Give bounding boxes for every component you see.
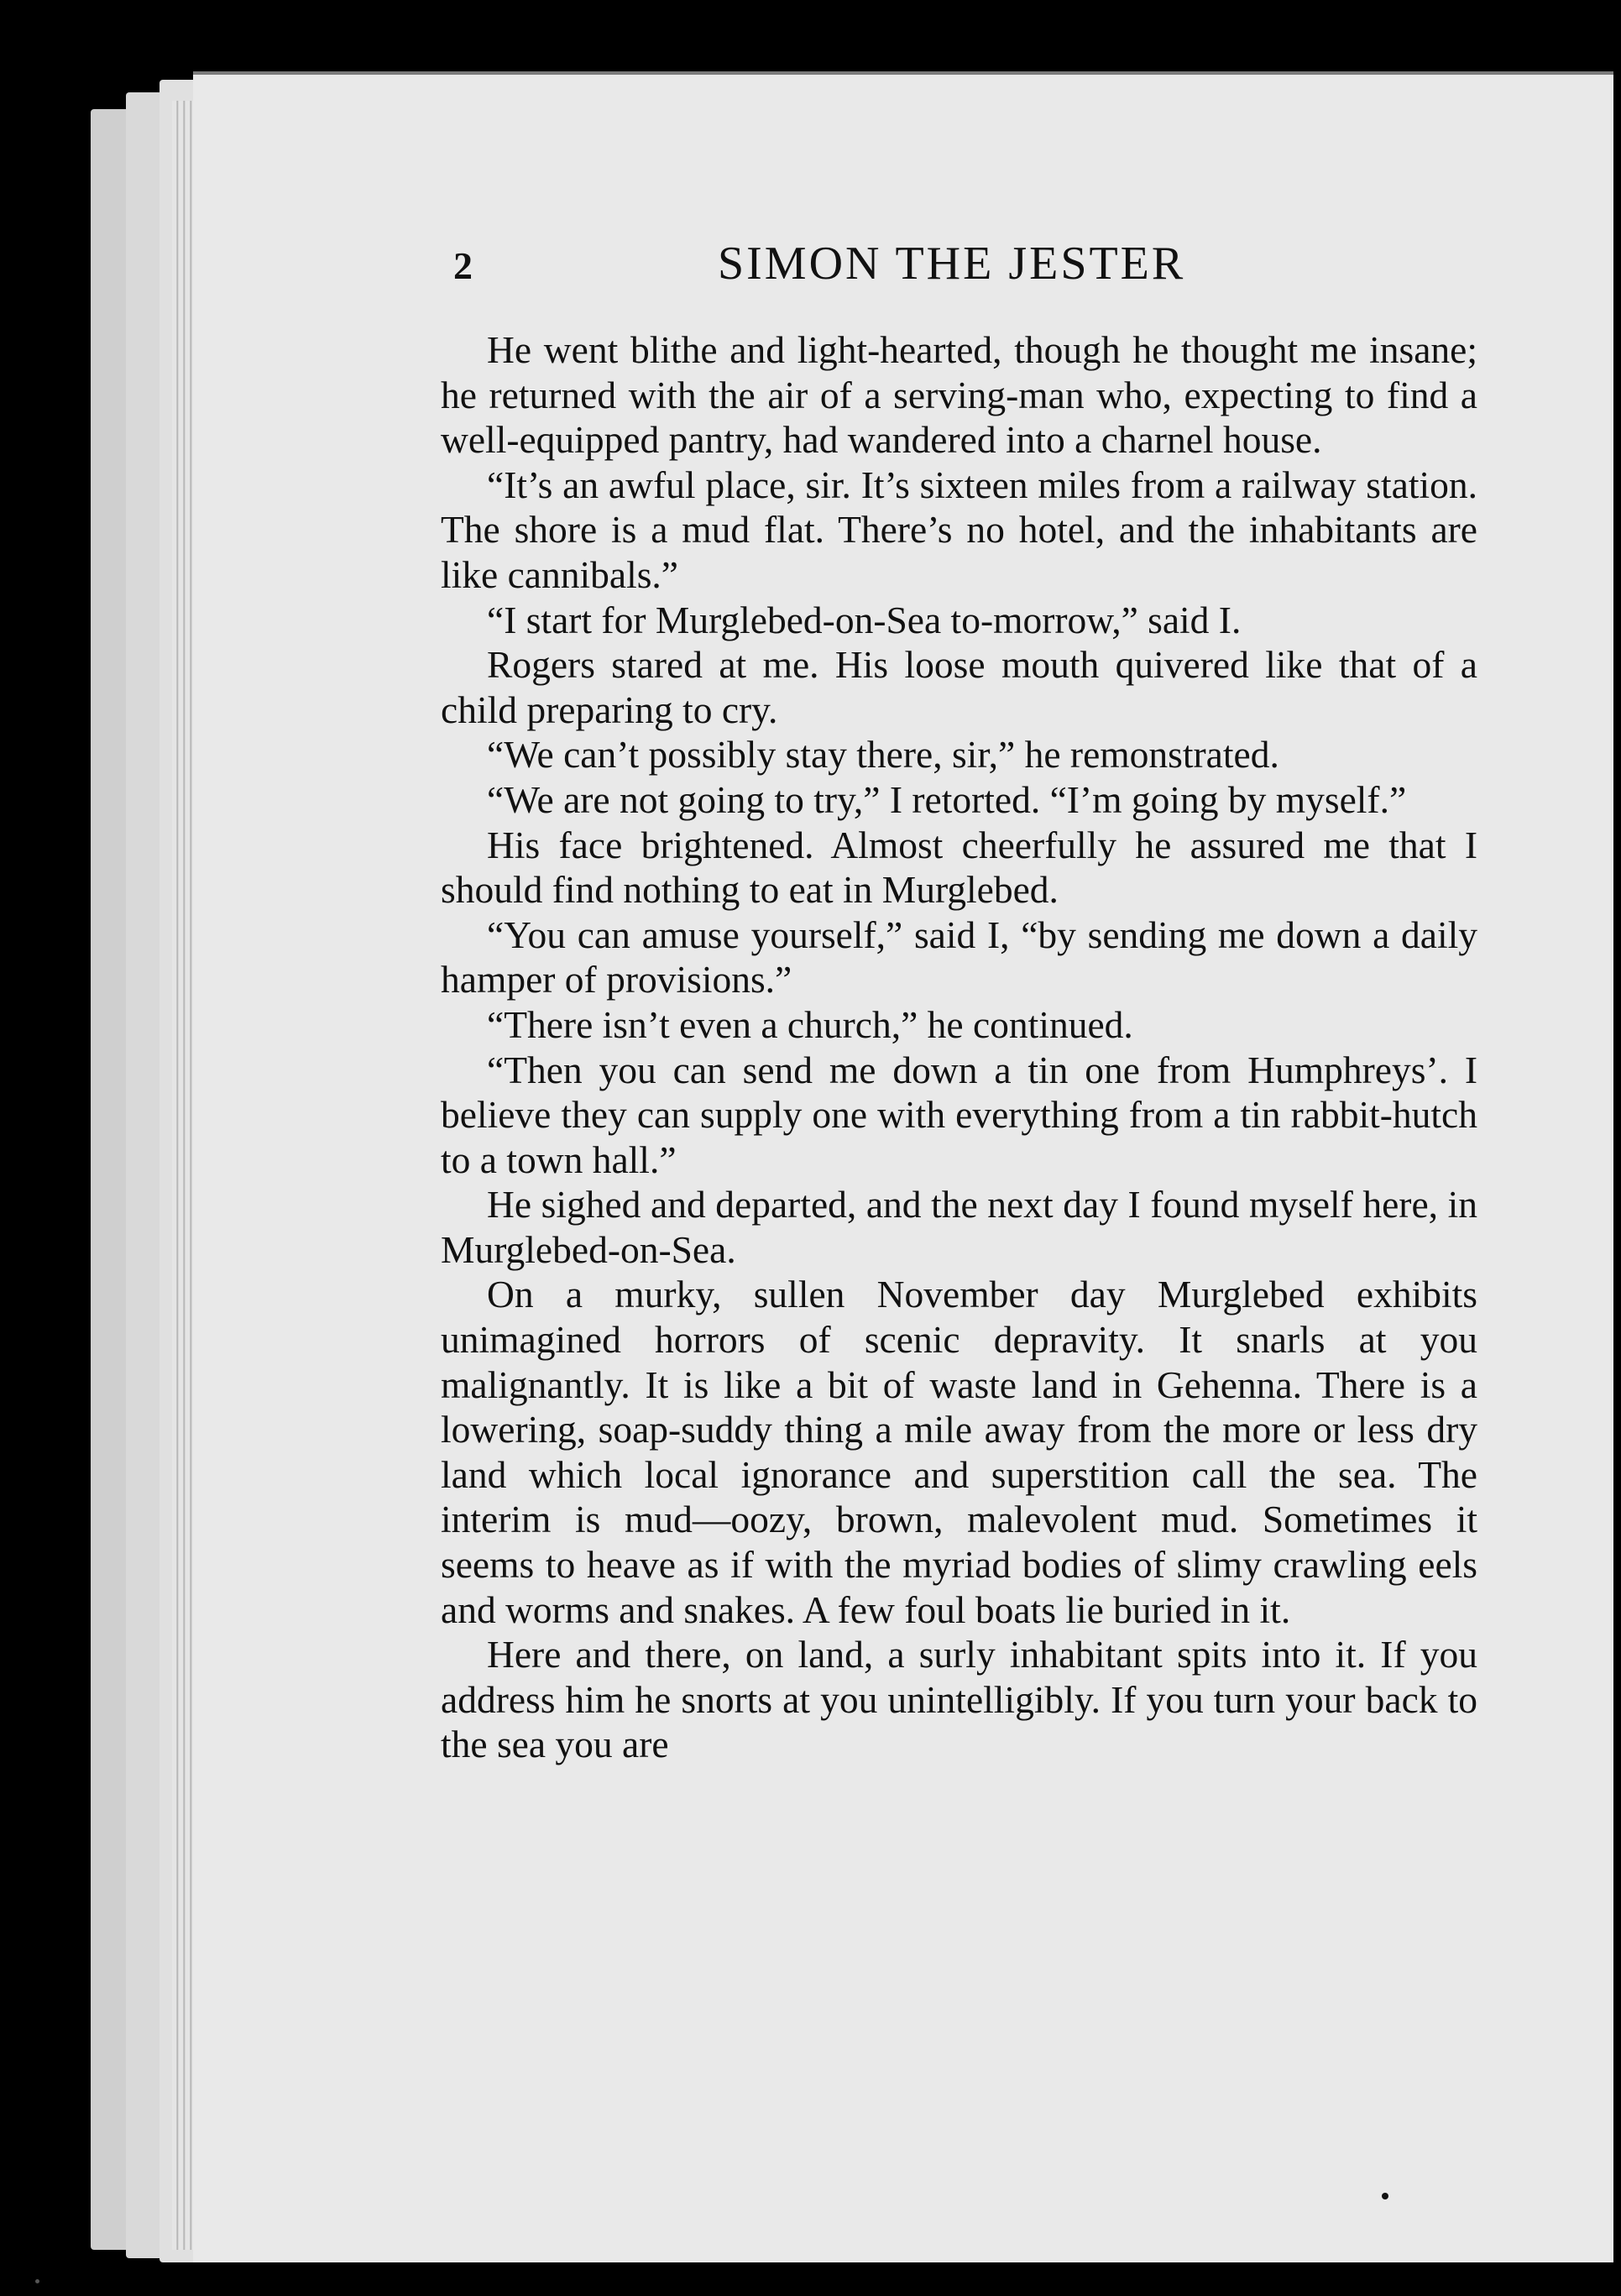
paragraph: Rogers stared at me. His loose mouth quivered like that of a child preparing to cry.	[441, 643, 1477, 731]
ink-speck	[1382, 2193, 1388, 2199]
paragraph: “We are not going to try,” I retorted. “I’m going by myself.”	[487, 777, 1407, 821]
paragraph: “You can amuse yourself,” said I, “by sending me down a daily hamper of provisions.”	[441, 913, 1477, 1002]
paragraph: “We can’t possibly stay there, sir,” he remonstrated.	[487, 733, 1279, 777]
paragraph: Here and there, on land, a surly inhabitant spits into it. If you address him he snorts at you unintelligibly. If you turn your back to the sea you are	[441, 1633, 1477, 1766]
running-title: SIMON THE JESTER	[718, 238, 1186, 290]
ink-speck	[35, 2279, 39, 2283]
paragraph: “Then you can send me down a tin one from Humphreys’. I believe they can supply one with everything from a tin rabbit-hutch to a town hall.”	[441, 1048, 1477, 1181]
paragraph: On a murky, sullen November day Murglebed exhibits unimagined horrors of scenic depravity. It snarls at you malignantly. It is like a bit of waste land in Gehenna. There is a lowering, soap-suddy thing a mile away from the more or less dry land which local ignorance and superstition call the sea. The interim is mud—oozy, brown, malevolent mud. Sometimes it seems to heave as if with the myriad bodies of slimy crawling eels and worms and snakes. A few foul boats lie buried in it.	[441, 1273, 1477, 1631]
paragraph: “I start for Murglebed-on-Sea to-morrow,” said I.	[487, 598, 1242, 641]
paragraph: “It’s an awful place, sir. It’s sixteen miles from a railway station. The shore is a mud flat. There’s no hotel, and the inhabitants are like cannibals.”	[441, 463, 1477, 596]
paragraph: “There isn’t even a church,” he continued.	[487, 1002, 1133, 1046]
paragraph: His face brightened. Almost cheerfully he assured me that I should find nothing to eat in Murglebed.	[441, 823, 1477, 912]
running-head	[453, 237, 1587, 304]
paragraph: He sighed and departed, and the next day I found myself here, in Murglebed-on-Sea.	[441, 1183, 1477, 1271]
paragraph: He went blithe and light-hearted, though he thought me insane; he returned with the air of a serving-man who, expecting to find a well-equipped pantry, had wandered into a charnel house.	[441, 328, 1477, 462]
body-text	[441, 327, 1477, 1767]
page-number: 2	[453, 244, 473, 287]
